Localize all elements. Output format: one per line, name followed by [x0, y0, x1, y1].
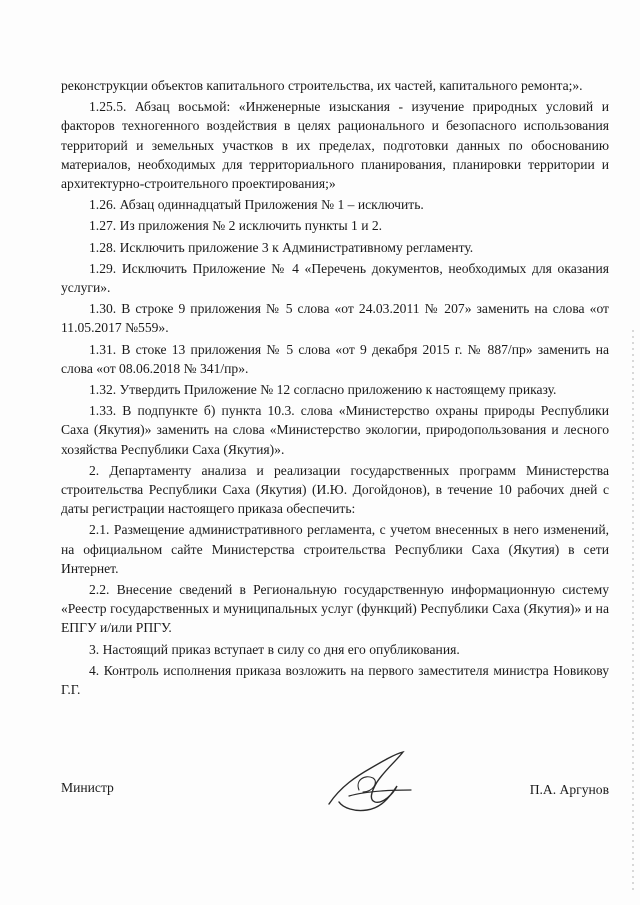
paragraph-continuation: реконструкции объектов капитального строительства, их частей, капитального ремонта;». [61, 78, 583, 93]
signatory-title: Министр [61, 780, 114, 795]
signatory-name: П.А. Аргунов [529, 782, 609, 797]
paragraph-4: 4. Контроль исполнения приказа возложить на первого заместителя министра Новикову Г.Г. [61, 662, 609, 698]
handwritten-signature [319, 746, 429, 816]
paragraph-2: 2. Департаменту анализа и реализации государственных программ Министерства строительства Республики Саха (Якутия) (И.Ю. Догойдонов), в течение 10 рабочих дней с даты регистрации настоящего приказа обеспечить: [61, 462, 609, 517]
paragraph-1-29: 1.29. Исключить Приложение № 4 «Перечень документов, необходимых для оказания услуги». [61, 260, 609, 296]
paragraph-2-1: 2.1. Размещение административного регламента, с учетом внесенных в него изменений, на официальном сайте Министерства строительства Республики Саха (Якутия) в сети Интернет. [61, 522, 609, 576]
paragraph-1-26: 1.26. Абзац одиннадцатый Приложения № 1 – исключить. [89, 197, 424, 213]
paragraph-1-25-5: 1.25.5. Абзац восьмой: «Инженерные изыскания - изучение природных условий и факторов техногенного воздействия в целях рационального и безопасного использования территорий и земельных участков в их пределах, подготовки данных по обоснованию материалов, необходимых для территориального планирования, планировки территории и архитектурно-строительного проектирования;» [61, 99, 609, 192]
paragraph-1-27: 1.27. Из приложения № 2 исключить пункты 1 и 2. [89, 218, 383, 234]
signature-block [61, 760, 609, 830]
paragraph-1-32: 1.32. Утвердить Приложение № 12 согласно приложению к настоящему приказу. [89, 382, 557, 398]
paragraph-1-33: 1.33. В подпункте б) пункта 10.3. слова «Министерство охраны природы Республики Саха (Якутия)» заменить на слова «Министерство экологии, природопользования и лесного хозяйства Республики Саха (Якутия)». [61, 403, 609, 457]
scan-edge-artifact [632, 330, 634, 890]
paragraph-1-31: 1.31. В стоке 13 приложения № 5 слова «от 9 декабря 2015 г. № 887/пр» заменить на слова «от 08.06.2018 № 341/пр». [61, 341, 609, 376]
document-body [61, 76, 609, 701]
paragraph-3: 3. Настоящий приказ вступает в силу со дня его опубликования. [89, 641, 460, 657]
paragraph-2-2: 2.2. Внесение сведений в Региональную государственную информационную систему «Реестр государственных и муниципальных услуг (функций) Республики Саха (Якутия)» и на ЕПГУ и/или РПГУ. [61, 582, 609, 636]
paragraph-1-30: 1.30. В строке 9 приложения № 5 слова «от 24.03.2011 № 207» заменить на слова «от 11.05.2017 №559». [61, 301, 609, 336]
paragraph-1-28: 1.28. Исключить приложение 3 к Административному регламенту. [89, 239, 474, 255]
